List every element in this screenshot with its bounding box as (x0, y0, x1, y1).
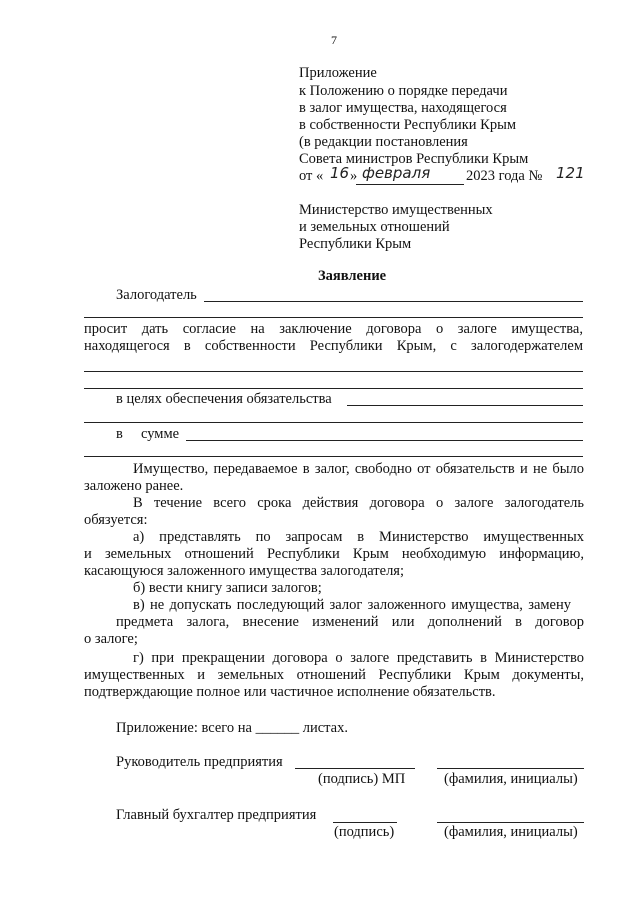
body-line: имущественных и земельных отношений Республики Крым документы, (84, 667, 584, 683)
body-line: касающуюся заложенного имущества залогодателя; (84, 563, 405, 579)
director-sign-caption: (подпись) МП (318, 771, 406, 787)
header-line: в залог имущества, находящегося (299, 100, 507, 116)
sum-prefix: в (116, 426, 123, 442)
addressee-line: и земельных отношений (299, 219, 450, 235)
date-quote-close: » (350, 168, 358, 184)
document-title: Заявление (318, 268, 387, 284)
body-line: а) представлять по запросам в Министерство имущественных (133, 529, 584, 545)
body-line: о залоге; (84, 631, 138, 647)
purpose-label: в целях обеспечения обязательства (116, 391, 332, 407)
accountant-signature-line[interactable] (333, 822, 397, 823)
pledgee-field-line[interactable] (84, 371, 583, 372)
date-year-text: 2023 года № (466, 168, 543, 184)
body-line: В течение всего срока действия договора о залоге залогодатель (133, 495, 584, 511)
body-line: г) при прекращении договора о залоге представить в Министерство (133, 650, 584, 666)
body-line: обязуется: (84, 512, 148, 528)
sum-label: сумме (141, 426, 180, 442)
page-number: 7 (331, 33, 337, 47)
purpose-field-line-2[interactable] (84, 422, 583, 423)
pledgor-field-line[interactable] (204, 301, 583, 302)
accountant-name-caption: (фамилия, инициалы) (444, 824, 578, 840)
attachment-suffix: листах. (299, 720, 348, 736)
request-line: просит дать согласие на заключение договора о залоге имущества, (84, 321, 583, 337)
header-line: Совета министров Республики Крым (299, 151, 529, 167)
header-line: Приложение (299, 65, 377, 81)
doc-number-handwritten: 121 (556, 164, 585, 182)
date-prefix: от « (299, 168, 324, 184)
sum-field-line[interactable] (186, 440, 583, 441)
body-line: подтверждающие полное или частичное исполнение обязательств. (84, 684, 496, 700)
body-line: и земельных отношений Республики Крым необходимую информацию, (84, 546, 584, 562)
accountant-label: Главный бухгалтер предприятия (116, 807, 317, 823)
purpose-field-line[interactable] (347, 405, 583, 406)
sum-field-line-2[interactable] (84, 456, 583, 457)
body-line: предмета залога, внесение изменений или дополнений в договор (116, 614, 584, 630)
director-name-caption: (фамилия, инициалы) (444, 771, 578, 787)
date-day-handwritten: 16 (330, 164, 350, 182)
accountant-name-line[interactable] (437, 822, 584, 823)
header-line: к Положению о порядке передачи (299, 83, 508, 99)
body-line: Имущество, передаваемое в залог, свободно от обязательств и не было (133, 461, 584, 477)
director-label: Руководитель предприятия (116, 754, 283, 770)
pledgor-field-line-2[interactable] (84, 317, 583, 318)
attachment-line (116, 720, 348, 737)
attachment-label: Приложение: всего на (116, 720, 256, 736)
date-month-underline (356, 184, 464, 185)
addressee-line: Республики Крым (299, 236, 412, 252)
attachment-blank[interactable]: ______ (255, 720, 300, 736)
body-line: б) вести книгу записи залогов; (133, 580, 322, 596)
header-line: (в редакции постановления (299, 134, 468, 150)
director-name-line[interactable] (437, 768, 584, 769)
date-month-handwritten: февраля (362, 164, 431, 182)
body-line: в) не допускать последующий залог заложенного имущества, замену (133, 597, 571, 613)
accountant-sign-caption: (подпись) (334, 824, 395, 840)
pledgor-label: Залогодатель (116, 287, 197, 303)
pledgee-field-line-2[interactable] (84, 388, 583, 389)
director-signature-line[interactable] (295, 768, 415, 769)
body-line: заложено ранее. (84, 478, 184, 494)
request-line: находящегося в собственности Республики Крым, с залогодержателем (84, 338, 583, 354)
addressee-line: Министерство имущественных (299, 202, 493, 218)
header-line: в собственности Республики Крым (299, 117, 516, 133)
